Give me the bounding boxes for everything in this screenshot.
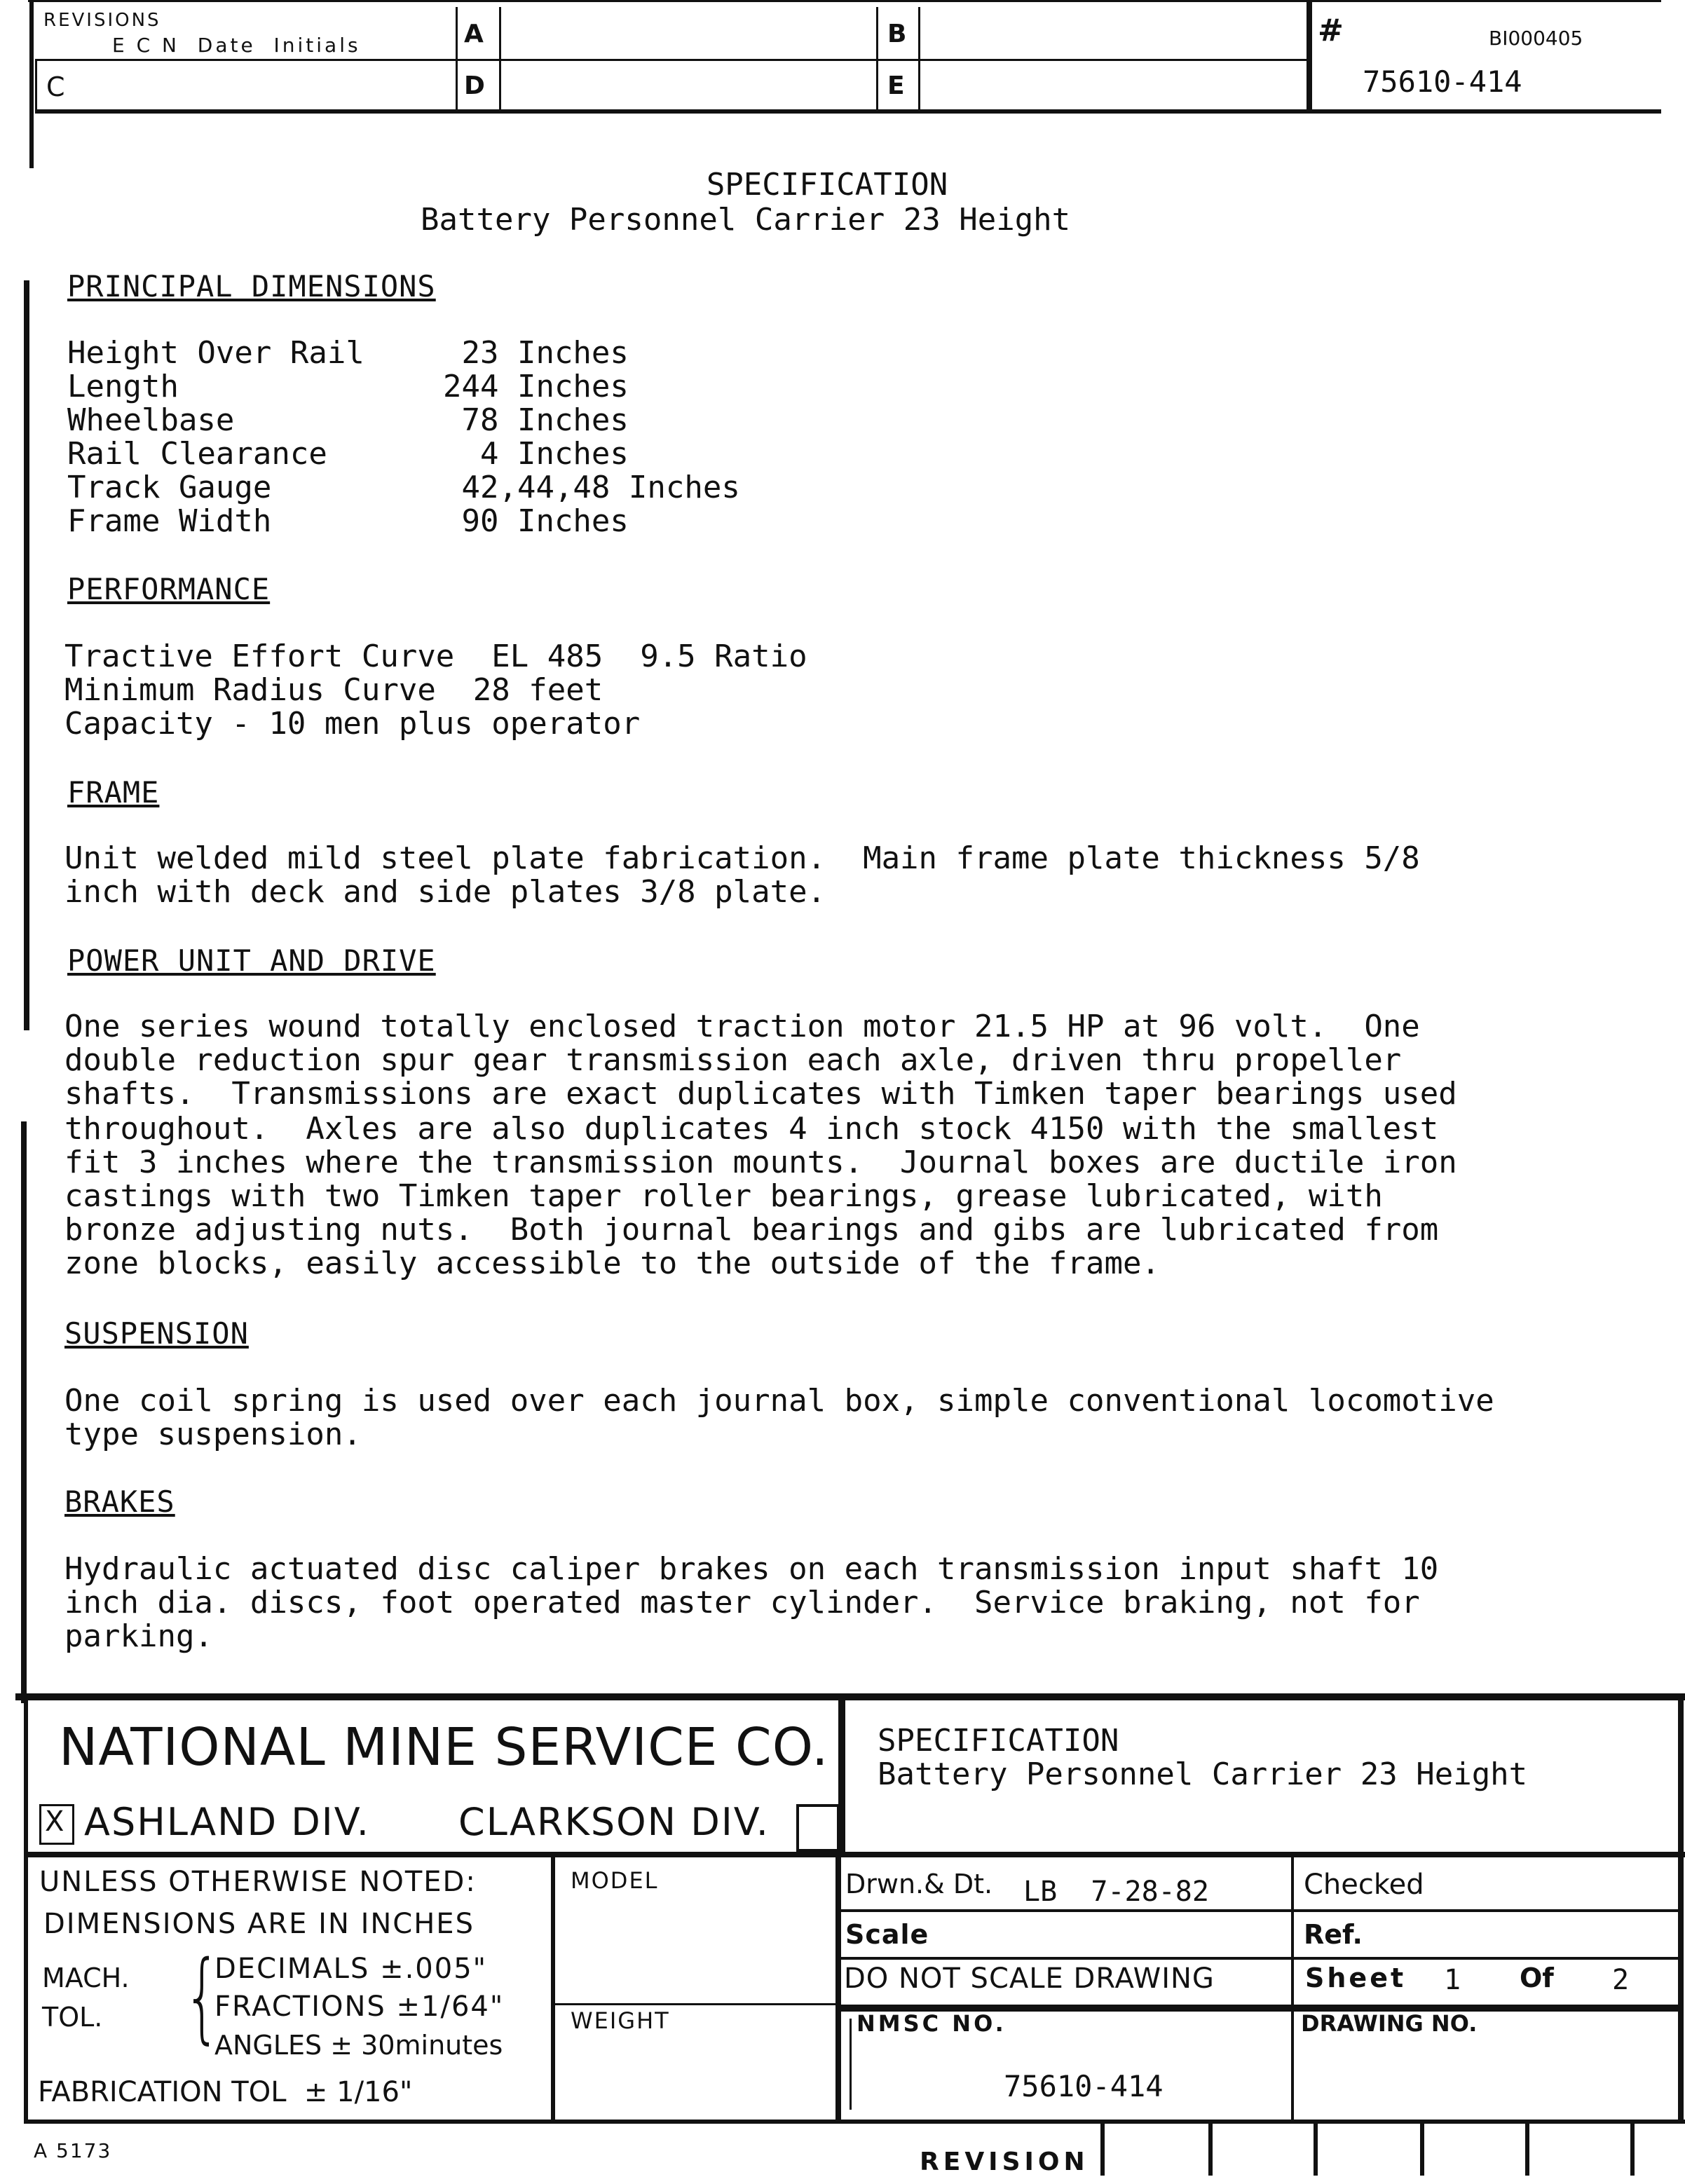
clarkson-checkbox [796, 1804, 840, 1852]
frame-line: inch with deck and side plates 3/8 plate. [64, 874, 826, 910]
power-unit-line: fit 3 inches where the transmission mounts. Journal boxes are ductile iron [64, 1145, 1457, 1180]
power-unit-line: shafts. Transmissions are exact duplicates with Timken taper bearings used [64, 1076, 1457, 1112]
sheet-number: 1 [1444, 1964, 1461, 1996]
mach-label: MACH. [42, 1963, 130, 1993]
frame-line: Unit welded mild steel plate fabrication. Main frame plate thickness 5/8 [64, 840, 1420, 876]
decimals-tolerance: DECIMALS ±.005" [214, 1953, 488, 1985]
fabrication-tolerance: FABRICATION TOL ± 1/16" [38, 2076, 413, 2108]
revision-cell-b-label: B [887, 20, 907, 48]
power-unit-line: One series wound totally enclosed traction motor 21.5 HP at 96 volt. One [64, 1009, 1420, 1044]
angles-tolerance: ANGLES ± 30minutes [214, 2030, 503, 2061]
ashland-division: ASHLAND DIV. [84, 1800, 370, 1844]
model-label: MODEL [571, 1867, 659, 1894]
power-unit-line: double reduction spur gear transmission each axle, driven thru propeller [64, 1042, 1402, 1078]
performance-title: PERFORMANCE [67, 572, 271, 606]
performance-line: Tractive Effort Curve EL 485 9.5 Ratio [64, 639, 807, 674]
dimension-label: Length [67, 369, 179, 404]
revision-cell-a-label: A [464, 20, 484, 48]
suspension-line: type suspension. [64, 1417, 362, 1452]
sheet-total: 2 [1612, 1964, 1630, 1996]
power-unit-line: bronze adjusting nuts. Both journal bearings and gibs are lubricated from [64, 1212, 1439, 1248]
revision-label: REVISION [920, 2148, 1089, 2176]
suspension-line: One coil spring is used over each journal box, simple conventional locomotive [64, 1383, 1494, 1419]
dimension-value: 78 Inches [443, 402, 629, 438]
tol-label: TOL. [42, 2002, 103, 2033]
brakes-line: parking. [64, 1618, 213, 1654]
title-block-spec-line1: SPECIFICATION [878, 1723, 1119, 1759]
dimension-label: Rail Clearance [67, 436, 327, 472]
dimension-label: Wheelbase [67, 402, 235, 438]
hash-mark: # [1318, 13, 1344, 48]
left-margin-bar-top [29, 0, 34, 168]
drawn-value: LB 7-28-82 [1023, 1876, 1209, 1908]
power-unit-line: throughout. Axles are also duplicates 4 inch stock 4150 with the smallest [64, 1111, 1439, 1147]
nmsc-value: 75610-414 [1004, 2069, 1164, 2103]
dimensions-in-inches: DIMENSIONS ARE IN INCHES [43, 1908, 475, 1940]
do-not-scale: DO NOT SCALE DRAWING [844, 1963, 1215, 1995]
performance-line: Capacity - 10 men plus operator [64, 706, 641, 742]
dimension-label: Track Gauge [67, 470, 272, 505]
ref-label: Ref. [1304, 1919, 1363, 1950]
ashland-check-mark: X [45, 1806, 64, 1838]
left-margin-bar-lower [21, 1121, 27, 1703]
brace-icon: { [183, 1940, 221, 2054]
of-label: Of [1520, 1963, 1554, 1993]
power-unit-title: POWER UNIT AND DRIVE [67, 943, 436, 978]
scale-label: Scale [845, 1919, 929, 1950]
drawn-label: Drwn.& Dt. [845, 1869, 993, 1899]
dimension-label: Frame Width [67, 503, 272, 539]
clarkson-division: CLARKSON DIV. [458, 1800, 770, 1844]
bates-number: BI000405 [1489, 27, 1583, 50]
form-number: A 5173 [34, 2139, 112, 2162]
brakes-line: inch dia. discs, foot operated master cylinder. Service braking, not for [64, 1585, 1420, 1620]
nmsc-label: NMSC NO. [857, 2010, 1007, 2037]
checked-label: Checked [1304, 1869, 1424, 1901]
suspension-title: SUSPENSION [64, 1316, 249, 1351]
unless-noted: UNLESS OTHERWISE NOTED: [39, 1866, 477, 1898]
dimension-value: 244 Inches [443, 369, 629, 404]
frame-title: FRAME [67, 775, 160, 810]
power-unit-line: castings with two Timken taper roller bearings, grease lubricated, with [64, 1178, 1383, 1214]
dimension-value: 90 Inches [443, 503, 629, 539]
revision-cell-d-label: D [464, 71, 485, 100]
dimension-value: 4 Inches [443, 436, 629, 472]
title-block-spec-line2: Battery Personnel Carrier 23 Height [878, 1756, 1528, 1792]
revision-cell-e-label: E [887, 71, 905, 100]
drawing-no-label: DRAWING NO. [1301, 2010, 1478, 2037]
spec-subheading: Battery Personnel Carrier 23 Height [421, 202, 1071, 238]
revisions-subtitle: E C N Date Initials [112, 34, 361, 57]
doc-number: 75610-414 [1363, 64, 1522, 99]
spec-heading: SPECIFICATION [706, 167, 948, 203]
fractions-tolerance: FRACTIONS ±1/64" [214, 1991, 505, 2023]
left-margin-bar [24, 280, 29, 1030]
dimension-label: Height Over Rail [67, 335, 364, 371]
power-unit-line: zone blocks, easily accessible to the outside of the frame. [64, 1245, 1160, 1281]
sheet-label: Sheet [1305, 1963, 1407, 1993]
brakes-title: BRAKES [64, 1485, 175, 1519]
performance-line: Minimum Radius Curve 28 feet [64, 672, 603, 708]
company-name: NATIONAL MINE SERVICE CO. [59, 1717, 829, 1777]
principal-dimensions-title: PRINCIPAL DIMENSIONS [67, 269, 436, 303]
revisions-title: REVISIONS [43, 10, 161, 31]
dimension-value: 23 Inches [443, 335, 629, 371]
brakes-line: Hydraulic actuated disc caliper brakes on each transmission input shaft 10 [64, 1551, 1439, 1587]
dimension-value: 42,44,48 Inches [443, 470, 740, 505]
revision-cell-c-label: C [46, 71, 65, 102]
weight-label: WEIGHT [571, 2007, 670, 2034]
